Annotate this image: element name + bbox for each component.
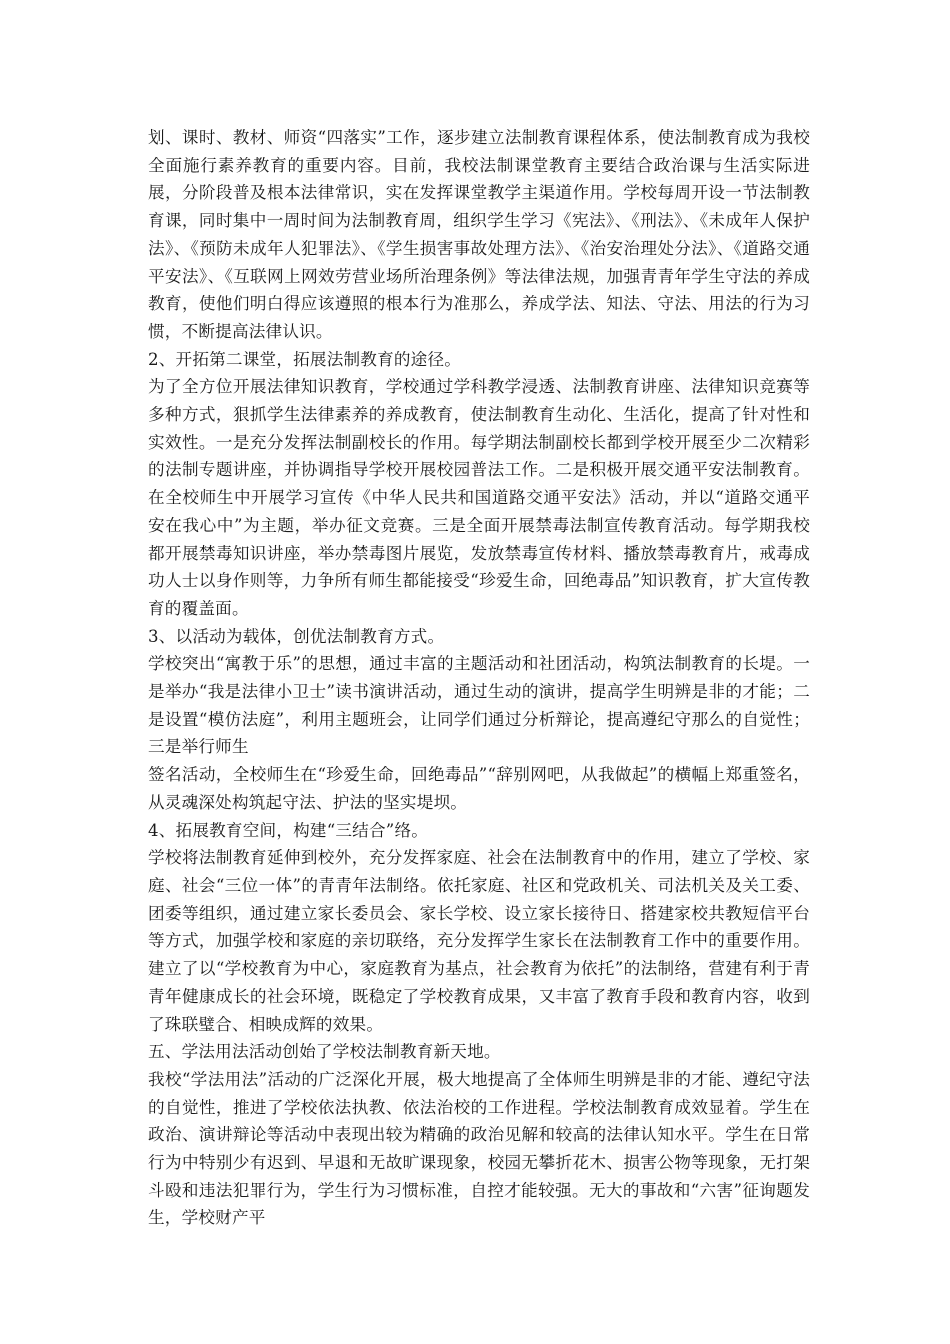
paragraph-curriculum: 划、课时、教材、师资“四落实”工作，逐步建立法制教育课程体系，使法制教育成为我校全面施行素养教育的重要内容。目前，我校法制课堂教育主要结合政治课与生活实际进展，分阶段普及根本法律常识，实在发挥课堂教学主渠道作用。学校每周开设一节法制教育课，同时集中一周时间为法制教育周，组织学生学习《宪法》、《刑法》、《未成年人保护法》、《预防未成年人犯罪法》、《学生损害事故处理方法》、《治安治理处分法》、《道路交通平安法》、《互联网上网效劳营业场所治理条例》等法律法规，加强青青年学生守法的养成教育，使他们明白得应该遵照的根本行为准那么，养成学法、知法、守法、用法的行为习惯，不断提高法律认识。 <box>148 128 810 341</box>
paragraph-section-five: 我校“学法用法”活动的广泛深化开展，极大地提高了全体师生明辨是非的才能、遵纪守法的自觉性，推进了学校依法执教、依法治校的工作进程。学校法制教育成效显着。学生在政治、演讲辩论等活动中表现出较为精确的政治见解和较高的法律认知水平。学生在日常行为中特别少有迟到、早退和无故旷课现象，校园无攀折花木、损害公物等现象，无打架斗殴和违法犯罪行为，学生行为习惯标准，自控才能较强。无大的事故和“六害”征询题发生，学校财产平 <box>148 1069 810 1228</box>
paragraph-activities: 学校突出“寓教于乐”的思想，通过丰富的主题活动和社团活动，构筑法制教育的长堤。一是举办“我是法律小卫士”读书演讲活动，通过生动的演讲，提高学生明辨是非的才能；二是设置“模仿法庭”，利用主题班会，让同学们通过分析辩论，提高遵纪守那么的自觉性；三是举行师生 <box>148 654 810 757</box>
paragraph-education-space: 学校将法制教育延伸到校外，充分发挥家庭、社会在法制教育中的作用，建立了学校、家庭、社会“三位一体”的青青年法制络。依托家庭、社区和党政机关、司法机关及关工委、团委等组织，通过建立家长委员会、家长学校、设立家长接待日、搭建家校共教短信平台等方式，加强学校和家庭的亲切联络，充分发挥学生家长在法制教育工作中的重要作用。建立了以“学校教育为中心，家庭教育为基点，社会教育为依托”的法制络，营建有利于青青年健康成长的社会环境，既稳定了学校教育成果，又丰富了教育手段和教育内容，收到了珠联璧合、相映成辉的效果。 <box>148 848 810 1034</box>
document-body <box>148 124 810 1232</box>
heading-second-classroom: 2、开拓第二课堂，拓展法制教育的途径。 <box>148 349 462 369</box>
heading-section-five: 五、学法用法活动创始了学校法制教育新天地。 <box>148 1042 501 1062</box>
heading-activities: 3、以活动为载体，创优法制教育方式。 <box>148 626 445 646</box>
heading-education-space: 4、拓展教育空间，构建“三结合”络。 <box>148 820 429 840</box>
paragraph-second-classroom: 为了全方位开展法律知识教育，学校通过学科教学浸透、法制教育讲座、法律知识竞赛等多种方式，狠抓学生法律素养的养成教育，使法制教育生动化、生活化，提高了针对性和实效性。一是充分发挥法制副校长的作用。每学期法制副校长都到学校开展至少二次精彩的法制专题讲座，并协调指导学校开展校园普法工作。二是积极开展交通平安法制教育。在全校师生中开展学习宣传《中华人民共和国道路交通平安法》活动，并以“道路交通平安在我心中”为主题，举办征文竞赛。三是全面开展禁毒法制宣传教育活动。每学期我校都开展禁毒知识讲座，举办禁毒图片展览，发放禁毒宣传材料、播放禁毒教育片，戒毒成功人士以身作则等，力争所有师生都能接受“珍爱生命，回绝毒品”知识教育，扩大宣传教育的覆盖面。 <box>148 377 810 618</box>
paragraph-signature-activity: 签名活动，全校师生在“珍爱生命，回绝毒品”“辞别网吧，从我做起”的横幅上郑重签名，从灵魂深处构筑起守法、护法的坚实堤坝。 <box>148 765 810 812</box>
